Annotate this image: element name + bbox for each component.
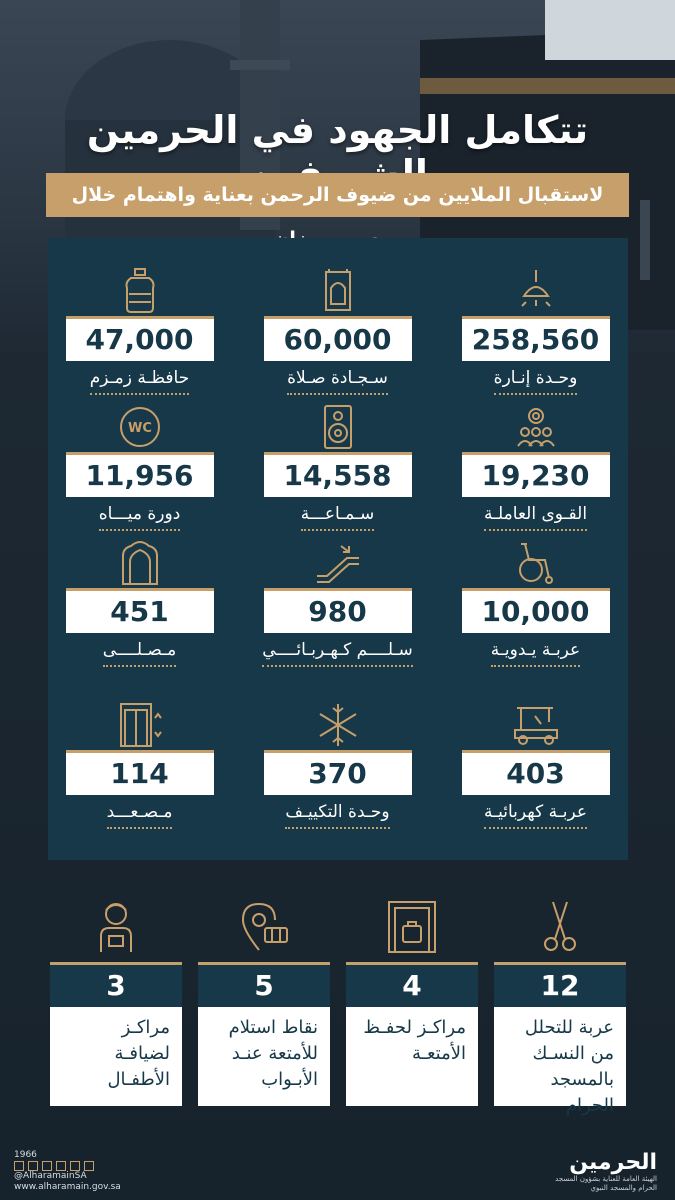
stat-wheelchairs <box>458 538 613 667</box>
stat-prayer-rugs <box>260 266 415 395</box>
wc-icon <box>115 402 165 452</box>
stat-label: عربـة يـدويـة <box>491 639 580 667</box>
stat-value: 451 <box>66 588 214 633</box>
bottom-card-luggage-centers <box>346 898 478 1106</box>
stat-value: 980 <box>264 588 412 633</box>
golf-cart-icon <box>511 700 561 750</box>
logo-name: الحرمين <box>569 1150 657 1175</box>
stat-value: 10,000 <box>462 588 610 633</box>
workforce-gear-icon <box>511 402 561 452</box>
stat-label: سـجـادة صـلاة <box>287 367 388 395</box>
stat-value: 19,230 <box>462 452 610 497</box>
child-icon <box>87 898 145 956</box>
footer-contacts <box>14 1150 121 1193</box>
stats-panel <box>48 238 628 860</box>
stat-lighting <box>458 266 613 395</box>
website-link[interactable]: www.alharamain.gov.sa <box>14 1182 121 1192</box>
elevator-icon <box>115 700 165 750</box>
stat-value: 403 <box>462 750 610 795</box>
stat-label: مـصـعـــد <box>107 801 173 829</box>
logo-subtitle: الهيئة العامة للعناية بشؤون المسجد الحرام والمسجد النبوي <box>555 1175 657 1192</box>
stat-label: مـصـلــــى <box>103 639 177 667</box>
facebook-icon[interactable] <box>42 1161 52 1171</box>
stat-elevators <box>62 700 217 829</box>
escalator-icon <box>313 538 363 588</box>
social-handle[interactable]: @AlharamainSA <box>14 1171 87 1181</box>
youtube-icon[interactable] <box>56 1161 66 1171</box>
stat-value: 60,000 <box>264 316 412 361</box>
stat-label: حافظـة زمـزم <box>90 367 189 395</box>
snowflake-icon <box>313 700 363 750</box>
x-icon[interactable] <box>28 1161 38 1171</box>
stat-restrooms <box>62 402 217 531</box>
instagram-icon[interactable] <box>14 1161 24 1171</box>
stat-ac-units <box>260 700 415 829</box>
bottom-card-luggage-points <box>198 898 330 1106</box>
bottom-text: عربة للتحلل من النسـك بالمسجد الحرام <box>494 1007 626 1106</box>
stat-workforce <box>458 402 613 531</box>
bottom-text: مراكـز لحفـظ الأمتعـة <box>346 1007 478 1106</box>
footer-logo <box>547 1150 657 1193</box>
stat-prayer-halls <box>62 538 217 667</box>
snapchat-icon[interactable] <box>70 1161 80 1171</box>
stat-escalators <box>260 538 415 667</box>
social-icons <box>14 1161 121 1171</box>
stat-value: 11,956 <box>66 452 214 497</box>
wheelchair-icon <box>511 538 561 588</box>
stat-label: دورة ميـــاه <box>99 503 181 531</box>
stat-label: عربـة كهربائيـة <box>484 801 587 829</box>
stat-label: وحـدة إنـارة <box>494 367 578 395</box>
stat-label: سـلــــم كـهـربـائــــي <box>262 639 412 667</box>
bottom-value: 4 <box>346 962 478 1007</box>
scissors-icon <box>531 898 589 956</box>
stat-value: 114 <box>66 750 214 795</box>
prayer-niche-icon <box>115 538 165 588</box>
stat-value: 47,000 <box>66 316 214 361</box>
prayer-rug-icon <box>313 266 363 316</box>
page-title: تتكامل الجهود في الحرمين <box>86 108 589 152</box>
page-subtitle: لاستقبال الملايين من ضيوف الرحمن بعناية واهتمام خلال <box>46 173 629 217</box>
stat-label: القـوى العاملـة <box>484 503 587 531</box>
water-jug-icon <box>115 266 165 316</box>
stat-electric-carts <box>458 700 613 829</box>
speaker-icon <box>313 402 363 452</box>
location-pin-icon <box>235 898 293 956</box>
bottom-text: مراكـز لضيافـة الأطفـال <box>50 1007 182 1106</box>
stat-value: 370 <box>264 750 412 795</box>
stat-zamzam <box>62 266 217 395</box>
bottom-value: 3 <box>50 962 182 1007</box>
bottom-card-shaving-carts <box>494 898 626 1116</box>
stat-speakers <box>260 402 415 531</box>
bottom-card-child-care <box>50 898 182 1106</box>
stat-label: سـمـاعـــة <box>301 503 374 531</box>
linkedin-icon[interactable] <box>84 1161 94 1171</box>
stat-label: وحـدة التكييـف <box>285 801 389 829</box>
svg-text:WC: WC <box>127 421 152 436</box>
ceiling-lamp-icon <box>511 266 561 316</box>
phone-number: 1966 <box>14 1150 37 1160</box>
stat-value: 14,558 <box>264 452 412 497</box>
bottom-text: نقاط استلام للأمتعة عنـد الأبـواب <box>198 1007 330 1106</box>
stat-value: 258,560 <box>462 316 610 361</box>
bottom-value: 5 <box>198 962 330 1007</box>
luggage-icon <box>383 898 441 956</box>
bottom-value: 12 <box>494 962 626 1007</box>
